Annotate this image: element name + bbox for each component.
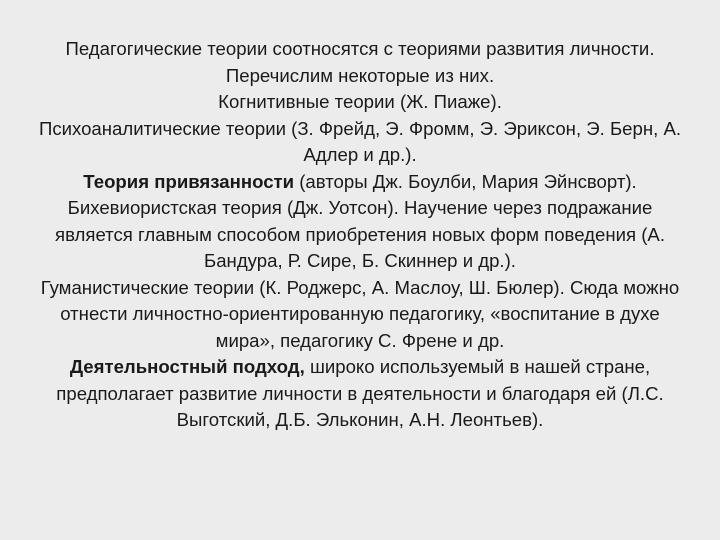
slide-text-block — [30, 36, 690, 434]
paragraph-humanistic-text: Гуманистические теории (К. Роджерс, А. Маслоу, Ш. Бюлер). Сюда можно отнести личностно-ориентированную педагогику, «воспитание в духе мира», педагогику С. Френе и др. — [40, 276, 680, 351]
paragraph-attachment — [30, 169, 690, 196]
paragraph-behaviorist — [30, 195, 690, 275]
paragraph-attachment-term: Теория привязанности — [83, 170, 295, 192]
paragraph-cognitive-text: Когнитивные теории (Ж. Пиаже). — [218, 91, 502, 112]
paragraph-humanistic — [30, 275, 690, 355]
paragraph-activity-term: Деятельностный подход, — [69, 356, 305, 377]
paragraph-behaviorist-text: Бихевиористская теория (Дж. Уотсон). Научение через подражание является главным способом приобретения новых форм поведения (А. Бандура, Р. Сире, Б. Скиннер и др.). — [55, 197, 665, 271]
paragraph-cognitive — [30, 89, 690, 116]
paragraph-attachment-text: (авторы Дж. Боулби, Мария Эйнсворт). — [294, 170, 637, 192]
paragraph-psychoanalytic-text: Психоаналитические теории (З. Фрейд, Э. Фромм, Э. Эриксон, Э. Берн, А. Адлер и др.). — [38, 117, 682, 165]
paragraph-activity — [30, 354, 690, 434]
paragraph-activity-text: широко используемый в нашей стране, предполагает развитие личности в деятельности и благодаря ей (Л.С. Выготский, Д.Б. Эльконин, А.Н. Леонтьев). — [56, 356, 664, 430]
paragraph-intro-text: Педагогические теории соотносятся с теориями развития личности. Перечислим некоторые из них. — [65, 38, 655, 86]
paragraph-intro — [30, 36, 690, 89]
paragraph-psychoanalytic — [30, 116, 690, 169]
